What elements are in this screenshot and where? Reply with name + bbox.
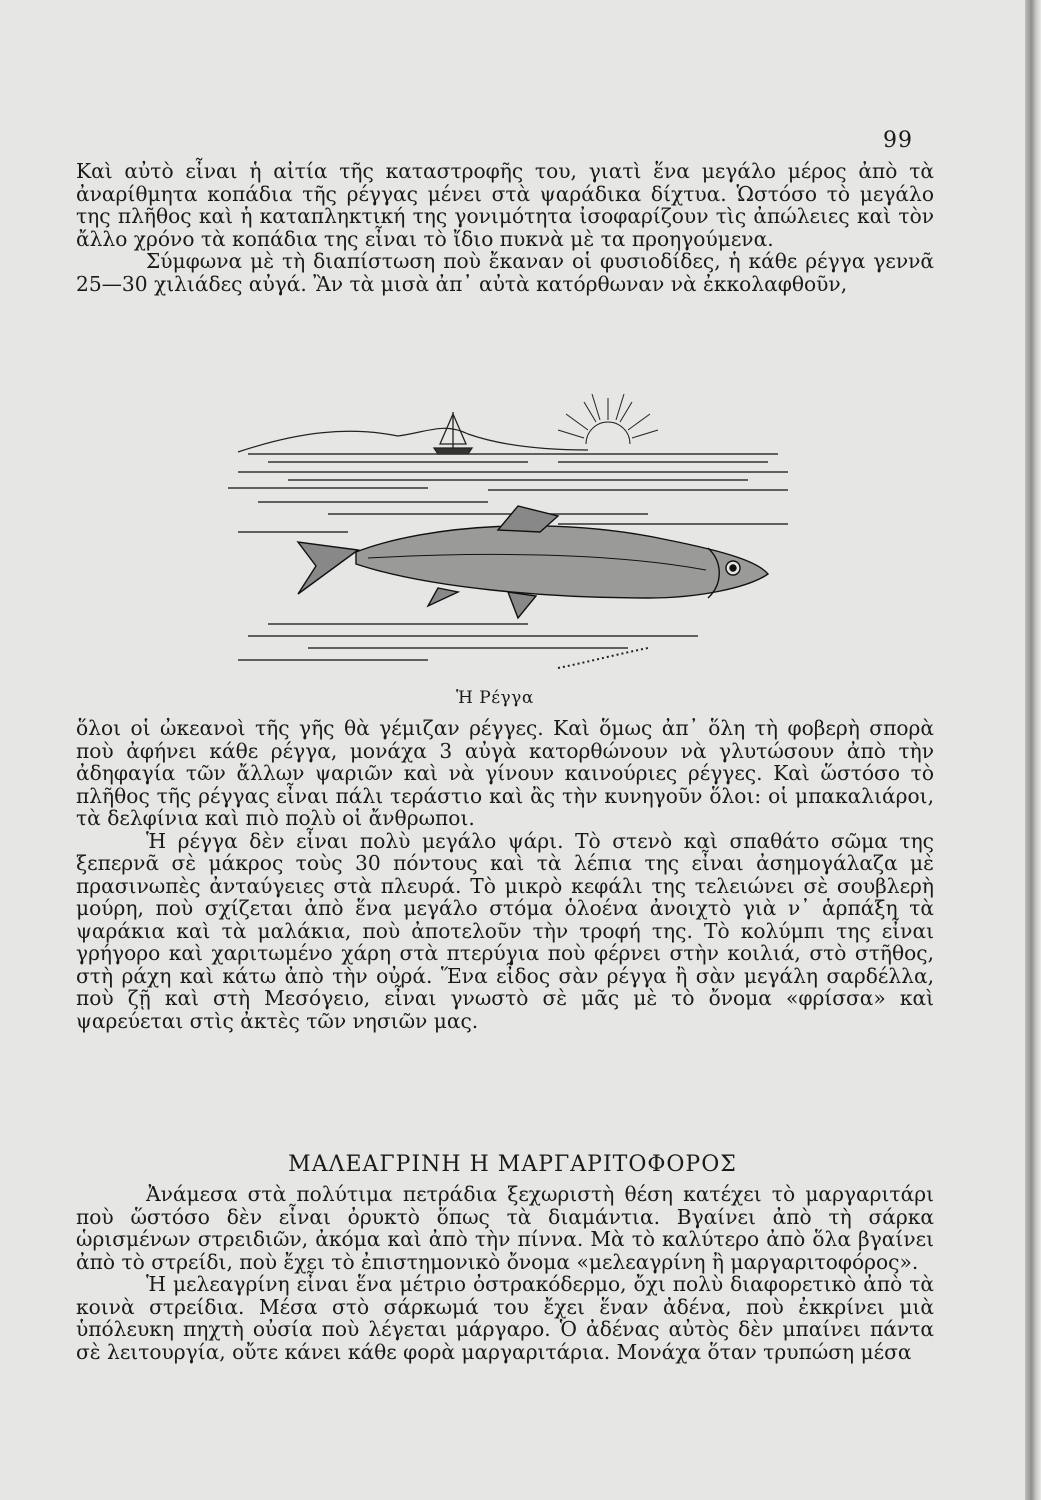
paragraph: Καὶ αὐτὸ εἶναι ἡ αἰτία τῆς καταστροφῆς του, γιατὶ ἕνα μεγάλο μέρος ἀπὸ τὰ ἀναρίθμητα κοπάδια τῆς ρέγγας μένει στὰ ψαράδικα δίχτυα. Ὡστόσο τὸ μεγάλο της πλῆθος καὶ ἡ καταπληκτική της γονιμότητα ἰσοφαρίζουν τὶς ἀπώλειες καὶ τὸν ἄλλο χρόνο τὰ κοπάδια της εἶναι τὸ ἴδιο πυκνὰ μὲ τα προηγούμενα. [76,159,934,251]
text-block-middle [76,717,934,1032]
book-binding-edge [1025,0,1041,1500]
sun-icon [558,394,658,444]
section-heading: ΜΑΛΕΑΓΡΙΝΗ Η ΜΑΡΓΑΡΙΤΟΦΟΡΟΣ [288,1152,737,1177]
paragraph: Ἡ μελεαγρίνη εἶναι ἕνα μέτριο ὀστρακόδερμο, ὄχι πολὺ διαφορετικὸ ἀπὸ τὰ κοινὰ στρείδια. Μέσα στὸ σάρκωμά του ἔχει ἕναν ἀδένα, ποὺ ἐκκρίνει μιὰ ὑπόλευκη πηχτὴ οὐσία ποὺ λέγεται μάργαρο. Ὁ ἀδένας αὐτὸς δὲν μπαίνει πάντα σὲ λειτουργία, οὔτε κάνει κάθε φορὰ μαργαριτάρια. Μονάχα ὅταν τρυπώση μέσα [76,1272,934,1364]
page-number: 99 [883,128,913,153]
paragraph: Ἀνάμεσα στὰ πολύτιμα πετράδια ξεχωριστὴ θέση κατέχει τὸ μαργαριτάρι ποὺ ὥστόσο δὲν εἶναι ὀρυκτὸ ὅπως τὰ διαμάντια. Βγαίνει ἀπὸ τὴ σάρκα ὡρισμένων στρειδιῶν, ἀκόμα καὶ ἀπὸ τὴν πίννα. Μὰ τὸ καλύτερο ἀπὸ ὅλα βγαίνει ἀπὸ τὸ στρείδι, ποὺ ἔχει τὸ ἐπιστημονικὸ ὄνομα «μελεαγρίνη ἢ μαργαριτοφόρος». [76,1182,934,1274]
distant-hills [238,428,588,452]
herring-illustration [228,392,798,682]
seabed-marks [558,648,648,668]
herring-fish-icon [298,506,768,618]
figure-caption: Ἡ Ρέγγα [456,688,534,708]
paragraph: ὅλοι οἱ ὠκεανοὶ τῆς γῆς θὰ γέμιζαν ρέγγες. Καὶ ὅμως ἀπ᾽ ὅλη τὴ φοβερὴ σπορὰ ποὺ ἀφήνει κάθε ρέγγα, μονάχα 3 αὐγὰ κατορθώνουν νὰ γλυτώσουν ἀπὸ τὴν ἀδηφαγία τῶν ἄλλων ψαριῶν καὶ νὰ γίνουν καινούριες ρέγγες. Καὶ ὥστόσο τὸ πλῆθος τῆς ρέγγας εἶναι πάλι τεράστιο καὶ ἂς τὴν κυνηγοῦν ὅλοι: οἱ μπακαλιάροι, τὰ δελφίνια καὶ πιὸ πολὺ οἱ ἄνθρωποι. [76,716,934,830]
text-block-bottom [76,1183,934,1363]
text-block-top [76,160,934,295]
paragraph: Ἡ ρέγγα δὲν εἶναι πολὺ μεγάλο ψάρι. Τὸ στενὸ καὶ σπαθάτο σῶμα της ξεπερνᾶ σὲ μάκρος τοὺς 30 πόντους καὶ τὰ λέπια της εἶναι ἀσημογάλαζα μὲ πρασινωπὲς ἀνταύγειες στὰ πλευρά. Τὸ μικρὸ κεφάλι της τελειώνει σὲ σουβλερὴ μούρη, ποὺ σχίζεται ἀπὸ ἕνα μεγάλο στόμα ὁλοένα ἀνοιχτὸ γιὰ ν᾽ ἁρπάξη τὰ ψαράκια καὶ τὰ μαλάκια, ποὺ ἀποτελοῦν τὴν τροφή της. Τὸ κολύμπι της εἶναι γρήγορο καὶ χαριτωμένο χάρη στὰ πτερύγια ποὺ φέρνει στὴν κοιλιά, στὸ στῆθος, στὴ ράχη καὶ κάτω ἀπὸ τὴν οὐρά. Ἕνα εἶδος σὰν ρέγγα ἢ σὰν μεγάλη σαρδέλλα, ποὺ ζῇ καὶ στὴ Μεσόγειο, εἶναι γνωστὸ σὲ μᾶς μὲ τὸ ὄνομα «φρίσσα» καὶ ψαρεύεται στὶς ἀκτὲς τῶν νησιῶν μας. [76,828,934,1033]
paragraph: Σύμφωνα μὲ τὴ διαπίστωση ποὺ ἔκαναν οἱ φυσιοδίδες, ἡ κάθε ρέγγα γεννᾶ 25—30 χιλιάδες αὐγά. Ἂν τὰ μισὰ ἀπ᾽ αὐτὰ κατόρθωναν νὰ ἐκκολαφθοῦν, [76,249,934,296]
